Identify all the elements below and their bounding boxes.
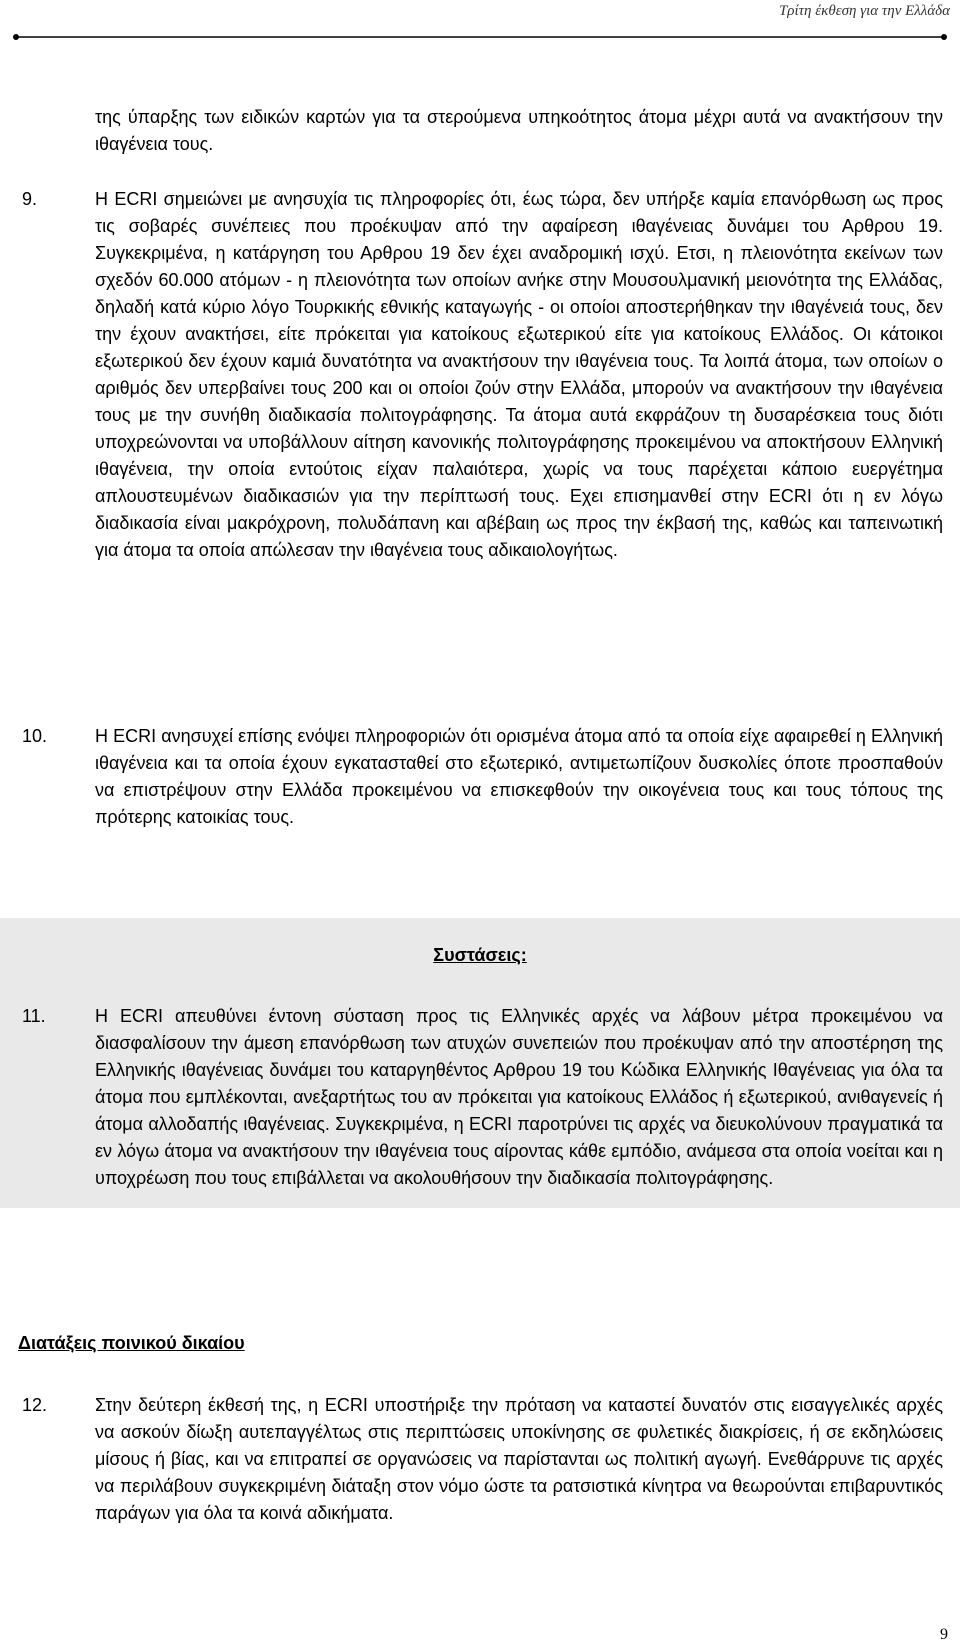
paragraph-12: Στην δεύτερη έκθεσή της, η ECRI υποστήριξε την πρόταση να καταστεί δυνατόν στις εισαγγελικές αρχές να ασκούν δίωξη αυτεπαγγέλτως στις περιπτώσεις υποκίνησης σε φυλετικές διακρίσεις, ή σε εκδηλώσεις μίσους ή βίας, και να επιτραπεί σε οργανώσεις να παρίστανται ως πολιτική αγωγή. Ενεθάρρυνε τις αρχές να περιλάβουν συγκεκριμένη διάταξη στον νόμο ώστε τα ρατσιστικά κίνητρα να θεωρούνται επιβαρυντικός παράγων για όλα τα κοινά αδικήματα. bbox=[95, 1395, 943, 1523]
paragraph-number: 9. bbox=[22, 189, 38, 209]
paragraph-number: 11. bbox=[22, 1006, 46, 1026]
continuation-paragraph: της ύπαρξης των ειδικών καρτών για τα στερούμενα υπηκοότητος άτομα μέχρι αυτά να ανακτήσουν την ιθαγένεια τους. bbox=[95, 107, 943, 154]
paragraph-9: Η ECRI σημειώνει με ανησυχία τις πληροφορίες ότι, έως τώρα, δεν υπήρξε καμία επανόρθωση ως προς τις σοβαρές συνέπειες που προέκυψαν από την αφαίρεση ιθαγένειας δυνάμει του Αρθρου 19. Συγκεκριμένα, η κατάργηση του Αρθρου 19 δεν έχει αναδρομική ισχύ. Ετσι, η πλειονότητα εκείνων των σχεδόν 60.000 ατόμων - η πλειονότητα των οποίων ανήκε στην Μουσουλμανική μειονότητα της Ελλάδας, δηλαδή κατά κύριο λόγο Τουρκικής εθνικής καταγωγής - οι οποίοι αποστερήθηκαν την ιθαγένειά τους, δεν την έχουν ανακτήσει, είτε πρόκειται για κατοίκους εξωτερικού είτε για κατοίκους Ελλάδος. Οι κάτοικοι εξωτερικού δεν έχουν καμιά δυνατότητα να ανακτήσουν την ιθαγένεια τους. Τα λοιπά άτομα, των οποίων ο αριθμός δεν υπερβαίνει τους 200 και οι οποίοι ζούν στην Ελλάδα, μπορούν να ανακτήσουν την ιθαγένεια τους με την συνήθη διαδικασία πολιτογράφησης. Τα άτομα αυτά εκφράζουν τη δυσαρέσκεια τους διότι υποχρεώνονται να υποβάλλουν αίτηση κανονικής πολιτογράφησης προκειμένου να αποκτήσουν Ελληνική ιθαγένεια, την οποία εντούτοις είχαν παλαιότερα, χωρίς να τους παρέχεται κάποιο ευεργέτημα απλουστευμένων διαδικασιών για την περίπτωσή τους. Εχει επισημανθεί στην ECRI ότι η εν λόγω διαδικασία είναι μακρόχρονη, πολυδάπανη και αβέβαιη ως προς την έκβασή της, καθώς και ταπεινωτική για άτομα τα οποία απώλεσαν την ιθαγένεια τους αδικαιολογήτως. bbox=[95, 189, 943, 560]
section-heading: Διατάξεις ποινικού δικαίου bbox=[18, 1333, 245, 1353]
running-header: Τρίτη έκθεση για την Ελλάδα bbox=[778, 3, 950, 19]
page-number: 9 bbox=[940, 1626, 948, 1643]
paragraph-11: Η ECRI απευθύνει έντονη σύσταση προς τις Ελληνικές αρχές να λάβουν μέτρα προκειμένου να διασφαλίσουν την άμεση επανόρθωση των ατυχών συνεπειών που προέκυψαν από την αποστέρηση της Ελληνικής ιθαγένειας δυνάμει του καταργηθέντος Αρθρου 19 του Κώδικα Ελληνικής Ιθαγένειας για όλα τα άτομα που εμπλέκονται, ανεξαρτήτως του αν πρόκειται για κατοίκους Ελλάδος ή εξωτερικού, ανιθαγενείς ή άτομα αλλοδαπής ιθαγένειας. Συγκεκριμένα, η ECRI παροτρύνει τις αρχές να διευκολύνουν πραγματικά τα εν λόγω άτομα να ανακτήσουν την ιθαγένεια τους αίροντας κάθε εμπόδιο, ανάμεσα στα οποία νοείται και η υποχρέωση που τους επιβάλλεται να ακολουθήσουν την διαδικασία πολιτογράφησης. bbox=[95, 1006, 943, 1188]
recommendations-heading: Συστάσεις: bbox=[433, 945, 527, 965]
header-rule bbox=[12, 31, 948, 43]
paragraph-number: 12. bbox=[22, 1395, 48, 1415]
paragraph-number: 10. bbox=[22, 726, 48, 746]
paragraph-10: Η ECRI ανησυχεί επίσης ενόψει πληροφοριών ότι ορισμένα άτομα από τα οποία είχε αφαιρεθεί η Ελληνική ιθαγένεια και τα οποία έχουν εγκατασταθεί στο εξωτερικό, αντιμετωπίζουν δυσκολίες όποτε προσπαθούν να επιστρέψουν στην Ελλάδα προκειμένου να επισκεφθούν την οικογένεια τους και τους τόπους της πρότερης κατοικίας τους. bbox=[95, 726, 943, 827]
